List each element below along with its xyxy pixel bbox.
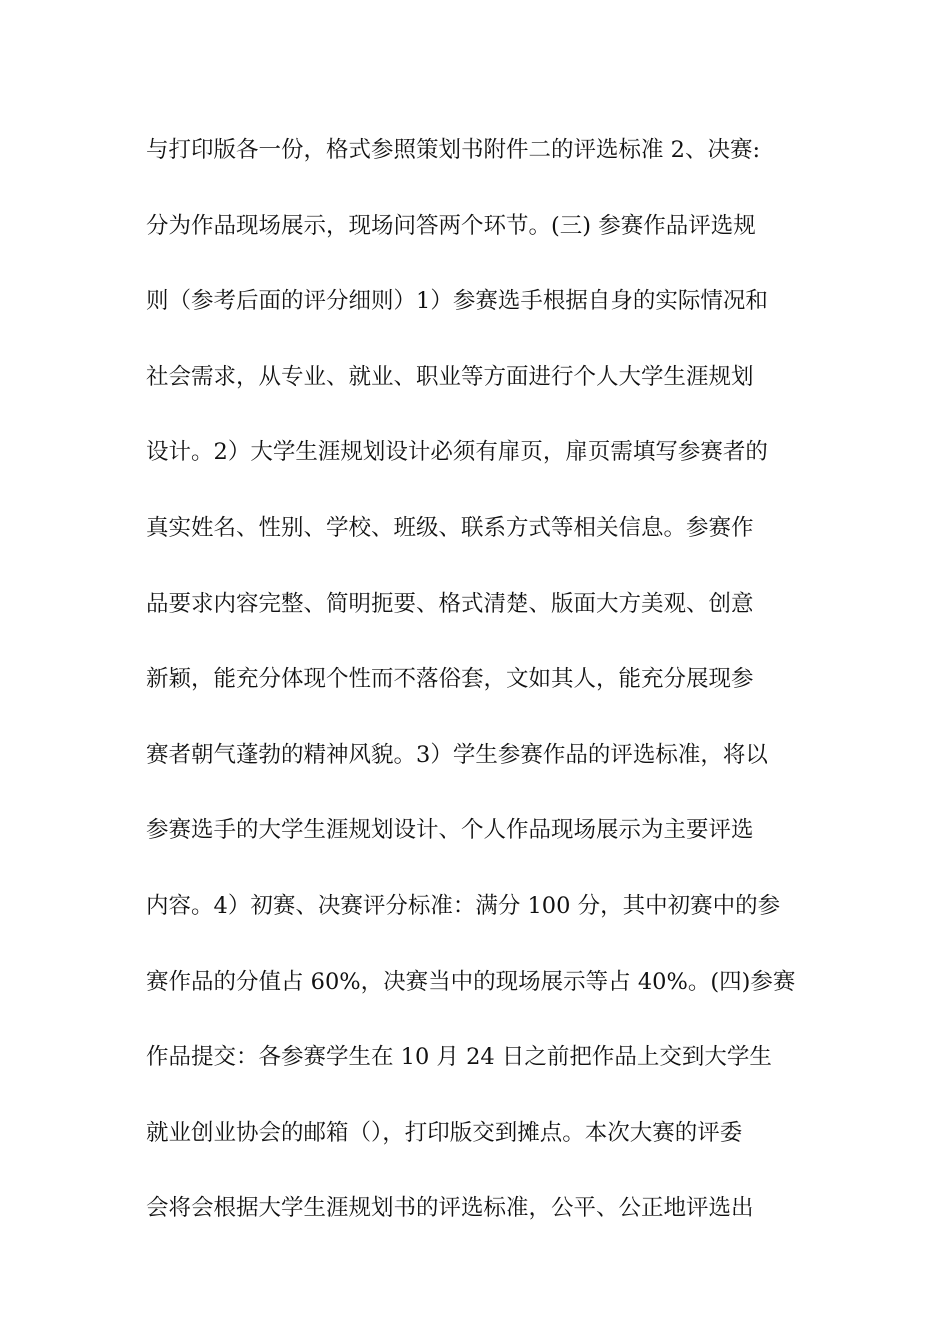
text-line-5: 设计。2）大学生涯规划设计必须有扉页，扉页需填写参赛者的 xyxy=(146,439,768,466)
text-line-9: 赛者朝气蓬勃的精神风貌。3）学生参赛作品的评选标准，将以 xyxy=(146,741,768,768)
text-line-7: 品要求内容完整、简明扼要、格式清楚、版面大方美观、创意 xyxy=(146,590,754,617)
text-line-14: 就业创业协会的邮箱（），打印版交到摊点。本次大赛的评委 xyxy=(146,1119,743,1146)
text-line-6: 真实姓名、性别、学校、班级、联系方式等相关信息。参赛作 xyxy=(146,514,754,541)
text-line-12: 赛作品的分值占 60%，决赛当中的现场展示等占 40%。(四)参赛 xyxy=(146,968,796,995)
text-line-2: 分为作品现场展示，现场问答两个环节。(三) 参赛作品评选规 xyxy=(146,212,756,239)
text-line-11: 内容。4）初赛、决赛评分标准：满分 100 分，其中初赛中的参 xyxy=(146,892,781,919)
text-line-4: 社会需求，从专业、就业、职业等方面进行个人大学生涯规划 xyxy=(146,363,754,390)
text-line-15: 会将会根据大学生涯规划书的评选标准，公平、公正地评选出 xyxy=(146,1195,754,1222)
text-line-3: 则（参考后面的评分细则）1）参赛选手根据自身的实际情况和 xyxy=(146,288,768,315)
body-text xyxy=(146,130,816,1264)
text-line-1: 与打印版各一份，格式参照策划书附件二的评选标准 2、决赛: xyxy=(146,137,761,163)
text-line-8: 新颖，能充分体现个性而不落俗套，文如其人，能充分展现参 xyxy=(146,666,754,693)
text-line-13: 作品提交：各参赛学生在 10 月 24 日之前把作品上交到大学生 xyxy=(146,1044,772,1071)
text-line-10: 参赛选手的大学生涯规划设计、个人作品现场展示为主要评选 xyxy=(146,817,754,844)
